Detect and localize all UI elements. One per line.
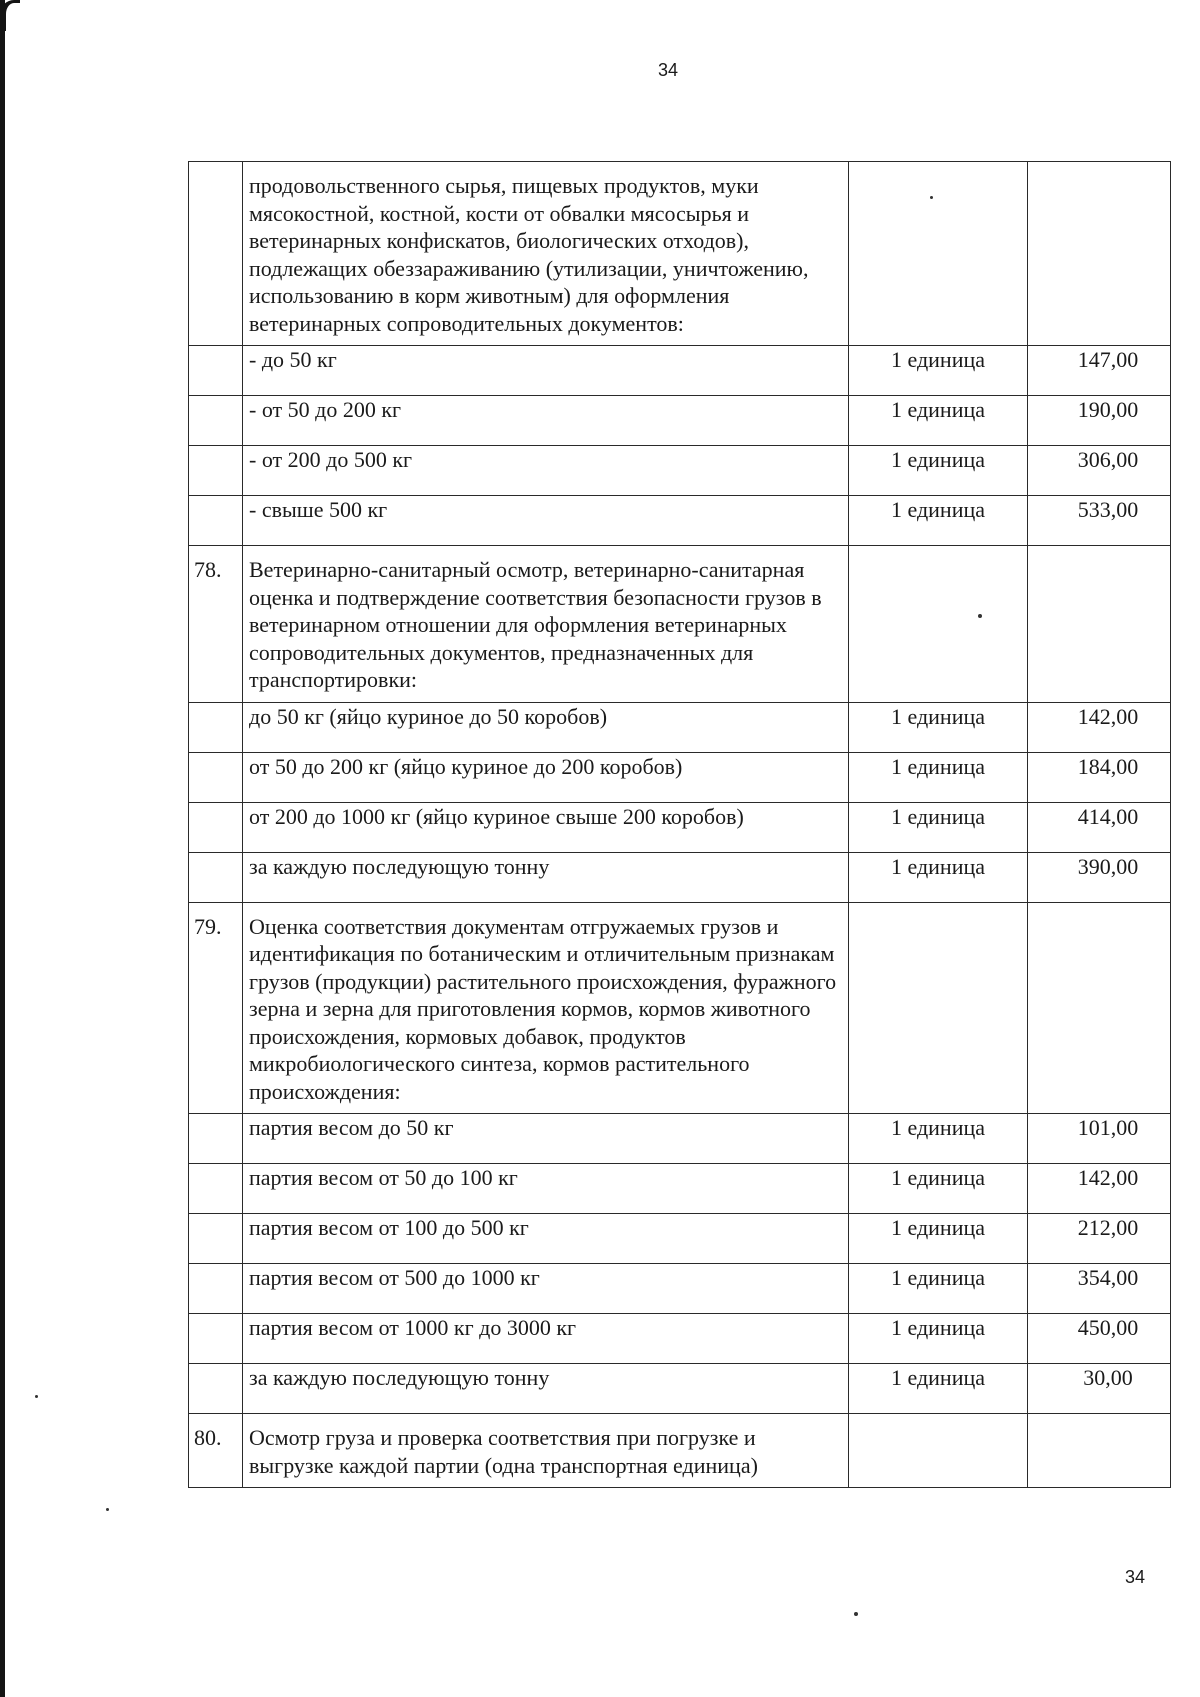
cell-price: 30,00: [1028, 1364, 1171, 1414]
scan-speck: [930, 196, 933, 199]
cell-unit: 1 единица: [849, 702, 1028, 752]
scan-speck: [854, 1612, 858, 1616]
cell-unit: 1 единица: [849, 1164, 1028, 1214]
cell-number: [189, 1264, 243, 1314]
cell-number: [189, 446, 243, 496]
cell-number: [189, 802, 243, 852]
cell-number: [189, 852, 243, 902]
table-row: [189, 702, 1171, 752]
cell-service-name: - до 50 кг: [243, 346, 849, 396]
table-row: [189, 346, 1171, 396]
cell-unit: [849, 1414, 1028, 1488]
price-table: [188, 161, 1171, 1488]
cell-price: 306,00: [1028, 446, 1171, 496]
cell-service-name: за каждую последующую тонну: [243, 852, 849, 902]
cell-number: 80.: [189, 1414, 243, 1488]
cell-price: 390,00: [1028, 852, 1171, 902]
cell-price: 212,00: [1028, 1214, 1171, 1264]
cell-number: [189, 1114, 243, 1164]
cell-unit: 1 единица: [849, 1214, 1028, 1264]
table-row: [189, 802, 1171, 852]
table-row: [189, 1364, 1171, 1414]
cell-price: [1028, 1414, 1171, 1488]
cell-price: [1028, 546, 1171, 703]
cell-unit: 1 единица: [849, 1314, 1028, 1364]
cell-number: [189, 1314, 243, 1364]
table-row: [189, 496, 1171, 546]
cell-number: [189, 162, 243, 346]
cell-unit: [849, 546, 1028, 703]
cell-service-name: от 50 до 200 кг (яйцо куриное до 200 коробов): [243, 752, 849, 802]
table-row-description: [189, 546, 1171, 703]
cell-price: 354,00: [1028, 1264, 1171, 1314]
cell-service-name: партия весом до 50 кг: [243, 1114, 849, 1164]
cell-service-name: партия весом от 50 до 100 кг: [243, 1164, 849, 1214]
cell-price: [1028, 162, 1171, 346]
cell-service-name: до 50 кг (яйцо куриное до 50 коробов): [243, 702, 849, 752]
cell-service-name: партия весом от 100 до 500 кг: [243, 1214, 849, 1264]
cell-service-name: продовольственного сырья, пищевых продуктов, муки мясокостной, костной, кости от обвалки мясосырья и ветеринарных конфискатов, биологических отходов), подлежащих обеззараживанию (утилизации, уничтожению, использованию в корм животным) для оформления ветеринарных сопроводительных документов:: [243, 162, 849, 346]
cell-service-name: от 200 до 1000 кг (яйцо куриное свыше 200 коробов): [243, 802, 849, 852]
cell-unit: 1 единица: [849, 1364, 1028, 1414]
cell-price: 533,00: [1028, 496, 1171, 546]
cell-unit: 1 единица: [849, 752, 1028, 802]
cell-number: [189, 752, 243, 802]
table-row: [189, 446, 1171, 496]
cell-service-name: - от 200 до 500 кг: [243, 446, 849, 496]
cell-price: 450,00: [1028, 1314, 1171, 1364]
cell-price: 142,00: [1028, 1164, 1171, 1214]
cell-service-name: партия весом от 500 до 1000 кг: [243, 1264, 849, 1314]
cell-service-name: - свыше 500 кг: [243, 496, 849, 546]
cell-service-name: - от 50 до 200 кг: [243, 396, 849, 446]
scan-speck: [978, 614, 982, 618]
cell-number: [189, 396, 243, 446]
cell-unit: 1 единица: [849, 496, 1028, 546]
cell-price: 101,00: [1028, 1114, 1171, 1164]
table-row: [189, 1164, 1171, 1214]
cell-price: 147,00: [1028, 346, 1171, 396]
cell-unit: 1 единица: [849, 446, 1028, 496]
cell-unit: 1 единица: [849, 396, 1028, 446]
cell-service-name: за каждую последующую тонну: [243, 1364, 849, 1414]
cell-unit: [849, 162, 1028, 346]
cell-number: [189, 1214, 243, 1264]
cell-unit: 1 единица: [849, 802, 1028, 852]
cell-unit: [849, 902, 1028, 1114]
page-number-top: 34: [657, 60, 679, 80]
cell-price: 414,00: [1028, 802, 1171, 852]
cell-unit: 1 единица: [849, 1114, 1028, 1164]
cell-price: 142,00: [1028, 702, 1171, 752]
table-row: [189, 1114, 1171, 1164]
cell-service-name: Ветеринарно-санитарный осмотр, ветеринарно-санитарная оценка и подтверждение соответствия безопасности грузов в ветеринарном отношении для оформления ветеринарных сопроводительных документов, предназначенных для транспортировки:: [243, 546, 849, 703]
table-row-description: [189, 162, 1171, 346]
cell-number: [189, 1364, 243, 1414]
table-row-description: [189, 902, 1171, 1114]
scan-corner: [0, 0, 20, 31]
cell-number: [189, 346, 243, 396]
scan-edge: [0, 0, 5, 1697]
table-row: [189, 1214, 1171, 1264]
cell-number: [189, 702, 243, 752]
cell-price: [1028, 902, 1171, 1114]
table-row: [189, 1314, 1171, 1364]
table-row-description: [189, 1414, 1171, 1488]
cell-unit: 1 единица: [849, 1264, 1028, 1314]
table-row: [189, 752, 1171, 802]
cell-number: [189, 1164, 243, 1214]
cell-service-name: Осмотр груза и проверка соответствия при погрузке и выгрузке каждой партии (одна транспортная единица): [243, 1414, 849, 1488]
cell-service-name: Оценка соответствия документам отгружаемых грузов и идентификация по ботаническим и отличительным признакам грузов (продукции) растительного происхождения, фуражного зерна и зерна для приготовления кормов, кормов животного происхождения, кормовых добавок, продуктов микробиологического синтеза, кормов растительного происхождения:: [243, 902, 849, 1114]
scan-speck: [35, 1395, 38, 1398]
scan-speck: [106, 1508, 109, 1511]
cell-number: 79.: [189, 902, 243, 1114]
table-row: [189, 852, 1171, 902]
cell-service-name: партия весом от 1000 кг до 3000 кг: [243, 1314, 849, 1364]
cell-price: 190,00: [1028, 396, 1171, 446]
cell-unit: 1 единица: [849, 346, 1028, 396]
cell-unit: 1 единица: [849, 852, 1028, 902]
cell-price: 184,00: [1028, 752, 1171, 802]
cell-number: 78.: [189, 546, 243, 703]
cell-number: [189, 496, 243, 546]
page-number-bottom: 34: [1125, 1567, 1146, 1587]
table-row: [189, 1264, 1171, 1314]
price-table-body: [189, 162, 1171, 1488]
table-row: [189, 396, 1171, 446]
